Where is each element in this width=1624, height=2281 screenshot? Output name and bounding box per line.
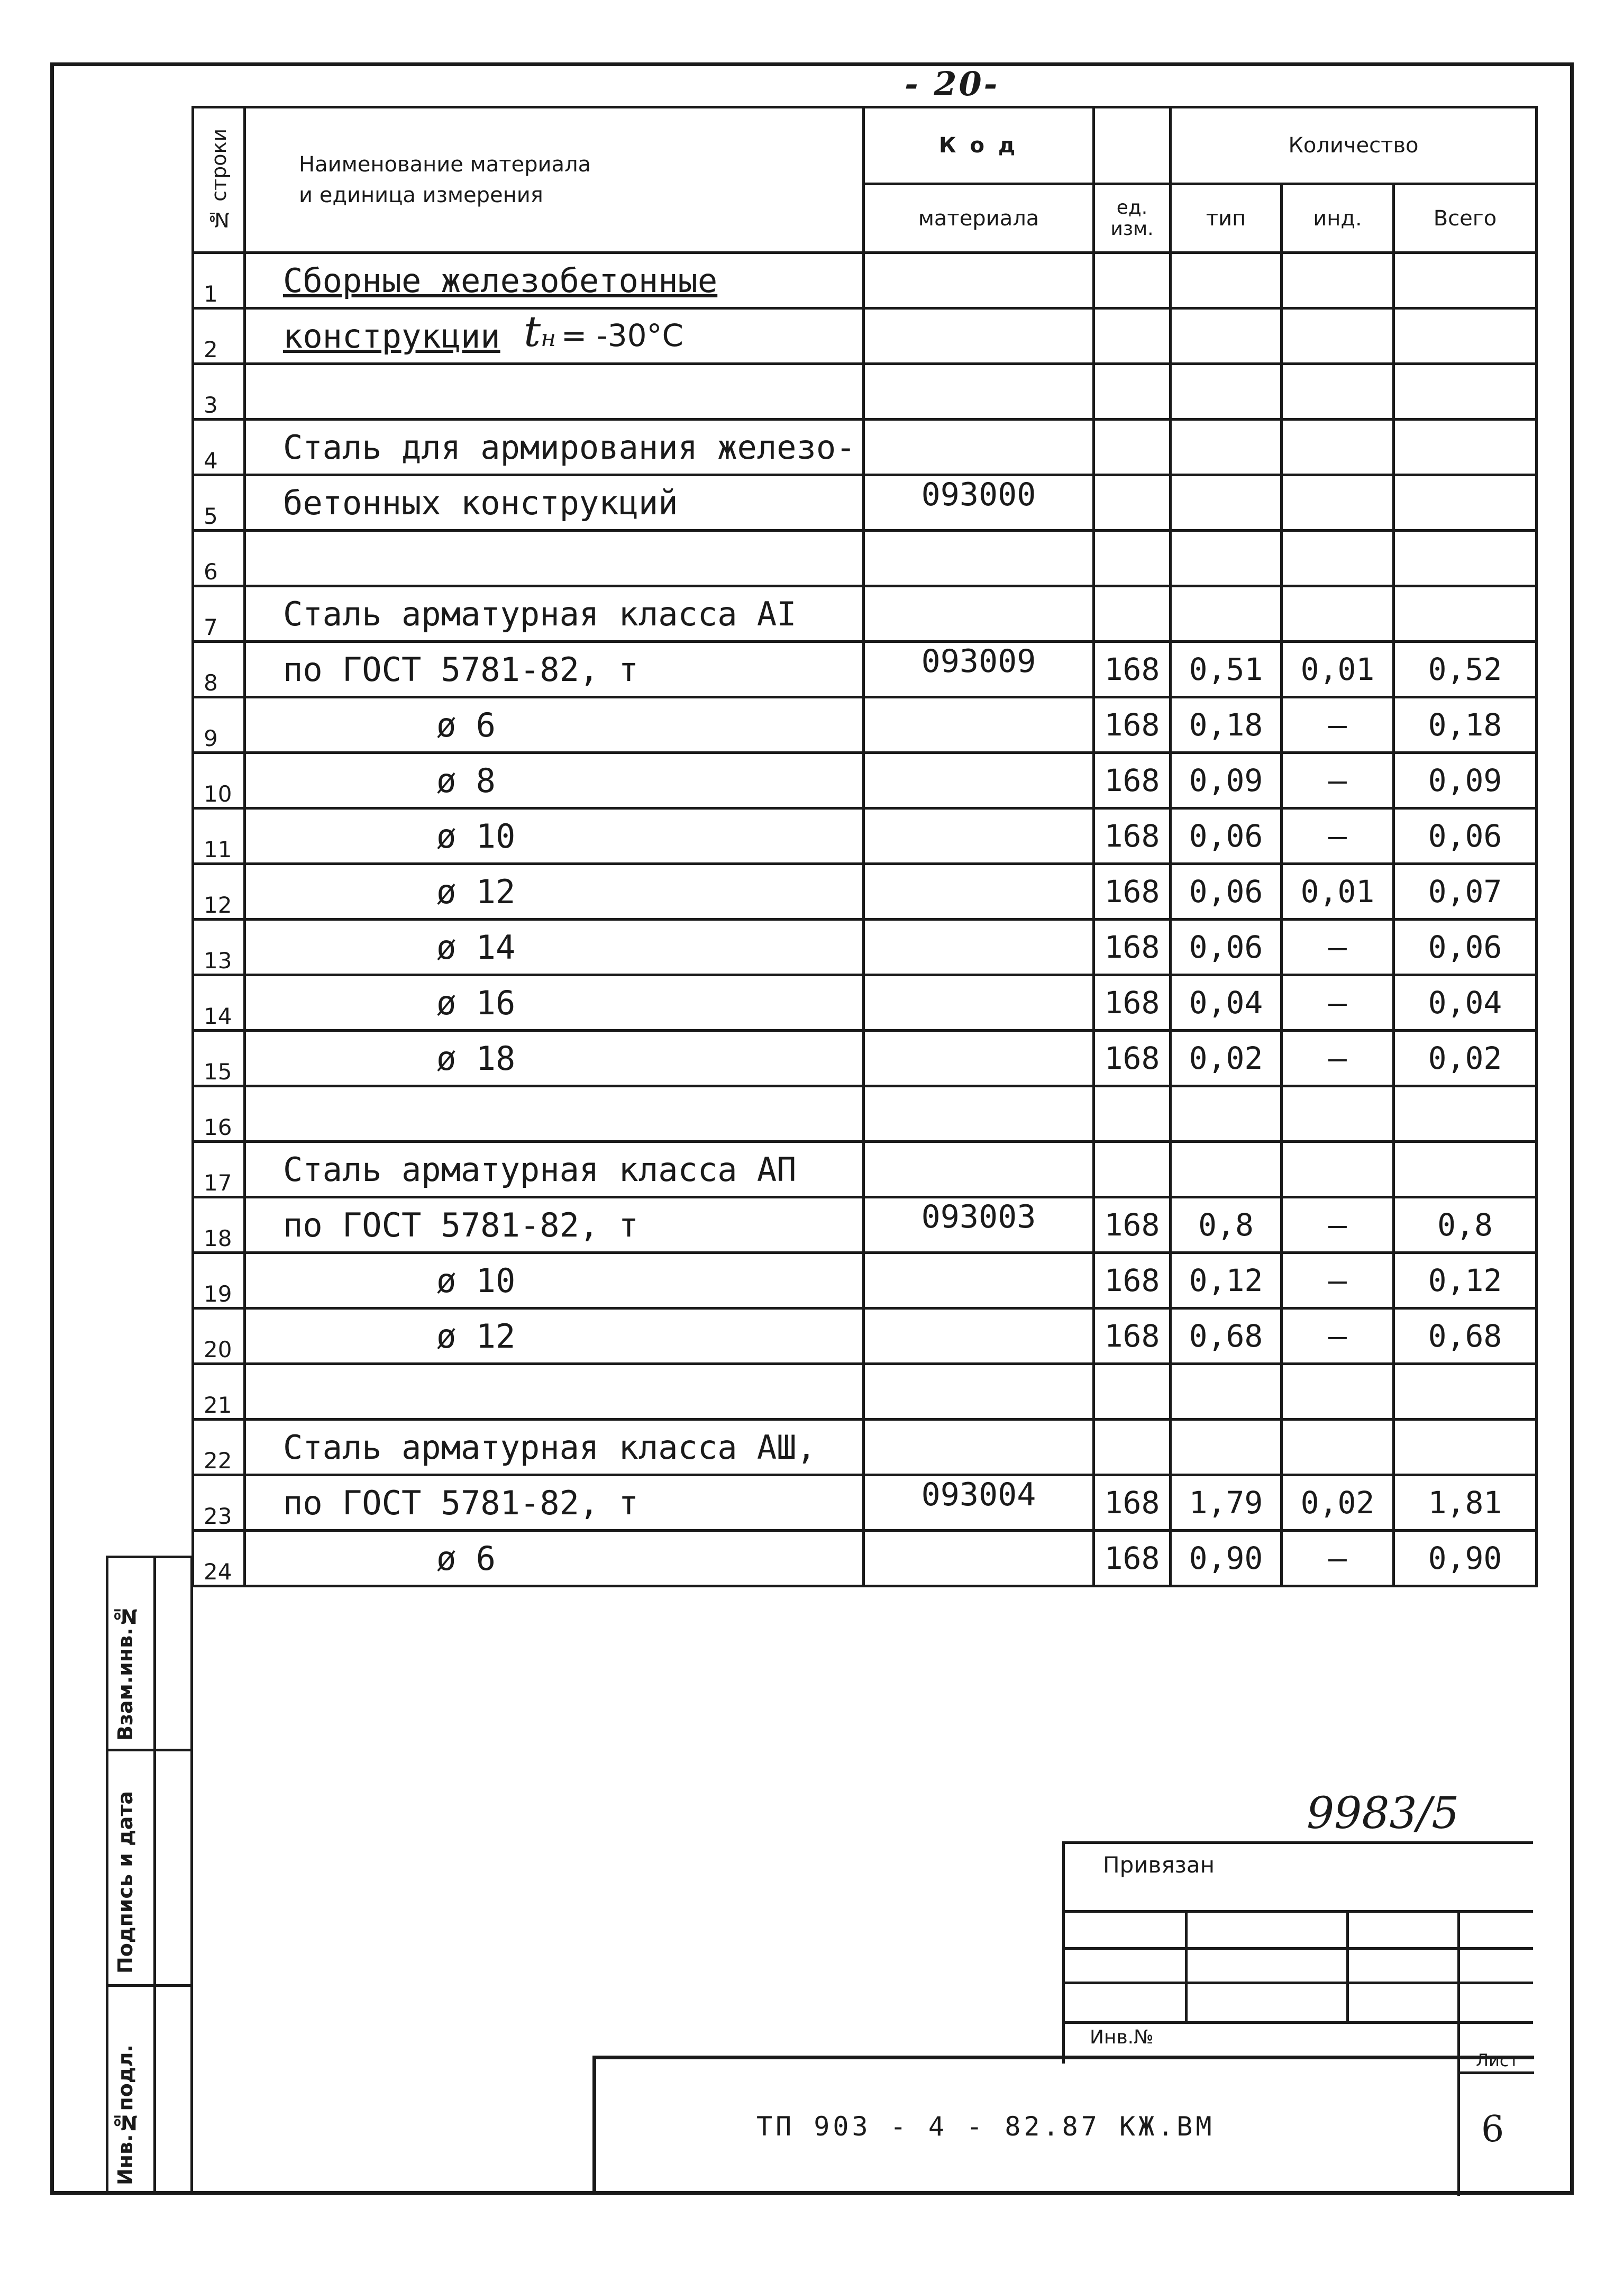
header-row-no-label: № строки: [207, 128, 231, 232]
unit-code: 168: [1094, 1308, 1171, 1364]
qty-ind: [1282, 1364, 1394, 1420]
material-code: [864, 531, 1094, 586]
qty-total: 0,09: [1394, 753, 1537, 808]
list-box-line: [1457, 2071, 1534, 2074]
qty-total: 0,02: [1394, 1031, 1537, 1086]
table-row: [193, 642, 1537, 697]
qty-ind: [1282, 1142, 1394, 1197]
unit-code: [1094, 531, 1171, 586]
qty-ind: [1282, 420, 1394, 475]
material-code: [864, 1308, 1094, 1364]
qty-total: 0,18: [1394, 697, 1537, 753]
temperature-symbol: t: [524, 307, 541, 356]
side-label-inv: Инв.№подл.: [114, 2044, 137, 2185]
material-code: [864, 308, 1094, 364]
qty-total: 0,52: [1394, 642, 1537, 697]
unit-code: [1094, 364, 1171, 420]
header-qty-type: тип: [1171, 184, 1282, 253]
qty-type: 1,79: [1171, 1475, 1282, 1531]
row-number: 8: [193, 642, 245, 697]
qty-ind: –: [1282, 975, 1394, 1031]
stamp-inv-no: Инв.№: [1090, 2026, 1154, 2048]
table-row: [193, 1086, 1537, 1142]
row-number: 15: [193, 1031, 245, 1086]
table-row: [193, 1531, 1537, 1586]
header-name-line1: Наименование материала: [299, 152, 591, 177]
unit-code: 168: [1094, 1031, 1171, 1086]
material-name: [245, 1086, 864, 1142]
material-code: [864, 1086, 1094, 1142]
row-number: 19: [193, 1253, 245, 1308]
table-row: [193, 975, 1537, 1031]
material-code: [864, 753, 1094, 808]
qty-ind: –: [1282, 808, 1394, 864]
material-name: конструкции: [245, 308, 864, 364]
row-number: 1: [193, 253, 245, 308]
unit-code: 168: [1094, 753, 1171, 808]
table-row: [193, 475, 1537, 531]
qty-ind: 0,01: [1282, 642, 1394, 697]
qty-type: 0,8: [1171, 1197, 1282, 1253]
qty-total: 0,06: [1394, 808, 1537, 864]
table-row: [193, 364, 1537, 420]
row-number: 7: [193, 586, 245, 642]
qty-total: [1394, 475, 1537, 531]
unit-code: 168: [1094, 1475, 1171, 1531]
qty-ind: [1282, 364, 1394, 420]
qty-total: [1394, 308, 1537, 364]
unit-code: 168: [1094, 975, 1171, 1031]
qty-type: [1171, 1086, 1282, 1142]
qty-type: [1171, 475, 1282, 531]
header-qty-ind: инд.: [1282, 184, 1394, 253]
stamp-top-line: [1062, 1841, 1533, 1844]
qty-type: 0,90: [1171, 1531, 1282, 1586]
qty-type: [1171, 531, 1282, 586]
header-quantity: Количество: [1171, 107, 1537, 184]
material-name: [245, 1364, 864, 1420]
side-label-vzam: Взам.инв.№: [114, 1604, 137, 1741]
material-code: [864, 253, 1094, 308]
stamp-left-line: [1062, 1841, 1065, 2064]
unit-code: [1094, 420, 1171, 475]
stamp-col-line-3: [1457, 1910, 1460, 2196]
table-row: [193, 253, 1537, 308]
row-number: 10: [193, 753, 245, 808]
material-name: ø 6: [245, 697, 864, 753]
qty-type: 0,09: [1171, 753, 1282, 808]
qty-type: [1171, 420, 1282, 475]
table-row: [193, 1420, 1537, 1475]
qty-type: 0,06: [1171, 808, 1282, 864]
qty-total: [1394, 1364, 1537, 1420]
qty-ind: –: [1282, 1253, 1394, 1308]
header-row-no: [193, 107, 245, 253]
qty-ind: [1282, 1086, 1394, 1142]
qty-total: 0,8: [1394, 1197, 1537, 1253]
qty-ind: –: [1282, 697, 1394, 753]
qty-type: [1171, 364, 1282, 420]
qty-type: [1171, 1142, 1282, 1197]
material-name: Сталь арматурная класса АШ,: [245, 1420, 864, 1475]
material-name: ø 8: [245, 753, 864, 808]
qty-ind: [1282, 475, 1394, 531]
qty-type: 0,51: [1171, 642, 1282, 697]
titleblock-top: [592, 2056, 1534, 2059]
unit-code: 168: [1094, 920, 1171, 975]
qty-ind: 0,02: [1282, 1475, 1394, 1531]
qty-ind: –: [1282, 1531, 1394, 1586]
header-unit-top: [1094, 107, 1171, 184]
stamp-col-line-1: [1185, 1910, 1188, 2021]
header-qty-total: Всего: [1394, 184, 1537, 253]
qty-ind: [1282, 586, 1394, 642]
qty-total: [1394, 253, 1537, 308]
table-row: [193, 308, 1537, 364]
material-table: [191, 106, 1538, 1587]
material-name: Сталь арматурная класса АI: [245, 586, 864, 642]
material-name: ø 10: [245, 808, 864, 864]
material-code: [864, 364, 1094, 420]
table-row: [193, 1308, 1537, 1364]
side-divider: [153, 1556, 156, 2195]
qty-type: 0,12: [1171, 1253, 1282, 1308]
doc-code: ТП 903 - 4 - 82.87 КЖ.ВМ: [756, 2111, 1215, 2142]
header-code: К о д: [864, 107, 1094, 184]
list-number: 6: [1481, 2109, 1504, 2150]
material-code: [864, 1364, 1094, 1420]
row-number: 3: [193, 364, 245, 420]
header-code-material: материала: [864, 184, 1094, 253]
qty-type: 0,04: [1171, 975, 1282, 1031]
unit-code: 168: [1094, 1197, 1171, 1253]
qty-type: [1171, 586, 1282, 642]
qty-ind: –: [1282, 1031, 1394, 1086]
material-name: ø 18: [245, 1031, 864, 1086]
qty-ind: [1282, 253, 1394, 308]
table-row: [193, 1197, 1537, 1253]
stamp-row-line-3: [1062, 1982, 1533, 1984]
stamp-privyazan: Привязан: [1103, 1852, 1215, 1878]
qty-total: [1394, 420, 1537, 475]
titleblock-left: [592, 2056, 596, 2195]
list-label: Лист: [1476, 2050, 1519, 2070]
table-row: [193, 531, 1537, 586]
stamp-row-line-1: [1062, 1910, 1533, 1913]
unit-code: [1094, 1364, 1171, 1420]
qty-total: 0,06: [1394, 920, 1537, 975]
row-number: 5: [193, 475, 245, 531]
unit-code: [1094, 1086, 1171, 1142]
material-code: [864, 1531, 1094, 1586]
row-number: 20: [193, 1308, 245, 1364]
material-name: ø 14: [245, 920, 864, 975]
material-name: по ГОСТ 5781-82, т: [245, 642, 864, 697]
row-number: 13: [193, 920, 245, 975]
row-number: 24: [193, 1531, 245, 1586]
side-label-podpis: Подпись и дата: [114, 1791, 137, 1974]
row-number: 9: [193, 697, 245, 753]
qty-ind: –: [1282, 1308, 1394, 1364]
temperature-value: = -30°C: [561, 317, 684, 353]
material-name: бетонных конструкций: [245, 475, 864, 531]
row-number: 2: [193, 308, 245, 364]
material-name: ø 12: [245, 864, 864, 920]
qty-type: 0,06: [1171, 920, 1282, 975]
qty-total: 0,12: [1394, 1253, 1537, 1308]
row-number: 18: [193, 1197, 245, 1253]
unit-code: [1094, 308, 1171, 364]
header-unit: ед. изм.: [1094, 184, 1171, 253]
qty-type: [1171, 1364, 1282, 1420]
table-row: [193, 1475, 1537, 1531]
table-row: [193, 920, 1537, 975]
row-number: 14: [193, 975, 245, 1031]
material-code: [864, 586, 1094, 642]
qty-total: [1394, 1142, 1537, 1197]
material-code: 093009: [864, 642, 1094, 697]
table-row: [193, 1253, 1537, 1308]
table-row: [193, 420, 1537, 475]
stamp-row-line-2: [1062, 1947, 1533, 1950]
unit-code: 168: [1094, 808, 1171, 864]
row-number: 16: [193, 1086, 245, 1142]
signature-number: 9983/5: [1307, 1788, 1459, 1839]
material-code: [864, 1142, 1094, 1197]
material-code: [864, 420, 1094, 475]
material-code: [864, 864, 1094, 920]
material-name: ø 16: [245, 975, 864, 1031]
qty-ind: 0,01: [1282, 864, 1394, 920]
unit-code: 168: [1094, 1253, 1171, 1308]
material-name: по ГОСТ 5781-82, т: [245, 1197, 864, 1253]
unit-code: 168: [1094, 1531, 1171, 1586]
material-code: [864, 1420, 1094, 1475]
material-code: [864, 1253, 1094, 1308]
table-row: [193, 753, 1537, 808]
row-number: 12: [193, 864, 245, 920]
qty-total: 0,04: [1394, 975, 1537, 1031]
table-row: [193, 1142, 1537, 1197]
table-row: [193, 1031, 1537, 1086]
material-name: [245, 364, 864, 420]
qty-type: [1171, 1420, 1282, 1475]
table-row: [193, 808, 1537, 864]
temperature-subscript: н: [541, 325, 556, 352]
header-name-line2: и единица измерения: [299, 183, 543, 207]
row-number: 22: [193, 1420, 245, 1475]
row-number: 4: [193, 420, 245, 475]
row-number: 6: [193, 531, 245, 586]
unit-code: 168: [1094, 864, 1171, 920]
qty-total: [1394, 1086, 1537, 1142]
unit-code: 168: [1094, 642, 1171, 697]
material-code: [864, 808, 1094, 864]
row-number: 11: [193, 808, 245, 864]
header-name: [245, 107, 864, 253]
material-code: 093004: [864, 1475, 1094, 1531]
unit-code: [1094, 1142, 1171, 1197]
material-name: Сталь арматурная класса АП: [245, 1142, 864, 1197]
table-row: [193, 697, 1537, 753]
page-number: - 20-: [905, 65, 1000, 103]
qty-type: [1171, 308, 1282, 364]
qty-type: 0,06: [1171, 864, 1282, 920]
table-row: [193, 1364, 1537, 1420]
material-name: Сборные железобетонные: [245, 253, 864, 308]
row-number: 21: [193, 1364, 245, 1420]
material-code: [864, 697, 1094, 753]
material-name: [245, 531, 864, 586]
unit-code: 168: [1094, 697, 1171, 753]
stamp-col-line-2: [1346, 1910, 1349, 2021]
row-number: 23: [193, 1475, 245, 1531]
unit-code: [1094, 586, 1171, 642]
qty-total: 1,81: [1394, 1475, 1537, 1531]
qty-ind: [1282, 1420, 1394, 1475]
material-code: [864, 975, 1094, 1031]
material-code: [864, 920, 1094, 975]
material-name: ø 10: [245, 1253, 864, 1308]
qty-ind: –: [1282, 920, 1394, 975]
material-name: Сталь для армирования железо-: [245, 420, 864, 475]
material-code: [864, 1031, 1094, 1086]
material-name: по ГОСТ 5781-82, т: [245, 1475, 864, 1531]
table-row: [193, 586, 1537, 642]
qty-type: [1171, 253, 1282, 308]
material-code: 093000: [864, 475, 1094, 531]
stamp-row-line-4: [1062, 2021, 1533, 2024]
material-code: 093003: [864, 1197, 1094, 1253]
qty-total: 0,68: [1394, 1308, 1537, 1364]
material-name: ø 12: [245, 1308, 864, 1364]
qty-total: 0,90: [1394, 1531, 1537, 1586]
qty-total: [1394, 586, 1537, 642]
qty-total: 0,07: [1394, 864, 1537, 920]
qty-type: 0,02: [1171, 1031, 1282, 1086]
unit-code: [1094, 1420, 1171, 1475]
material-name: ø 6: [245, 1531, 864, 1586]
table-row: [193, 864, 1537, 920]
qty-ind: –: [1282, 1197, 1394, 1253]
qty-ind: [1282, 531, 1394, 586]
unit-code: [1094, 475, 1171, 531]
qty-total: [1394, 531, 1537, 586]
unit-code: [1094, 253, 1171, 308]
qty-type: 0,18: [1171, 697, 1282, 753]
qty-total: [1394, 364, 1537, 420]
row-number: 17: [193, 1142, 245, 1197]
qty-ind: –: [1282, 753, 1394, 808]
temperature-note: [524, 307, 683, 356]
qty-total: [1394, 1420, 1537, 1475]
qty-ind: [1282, 308, 1394, 364]
qty-type: 0,68: [1171, 1308, 1282, 1364]
